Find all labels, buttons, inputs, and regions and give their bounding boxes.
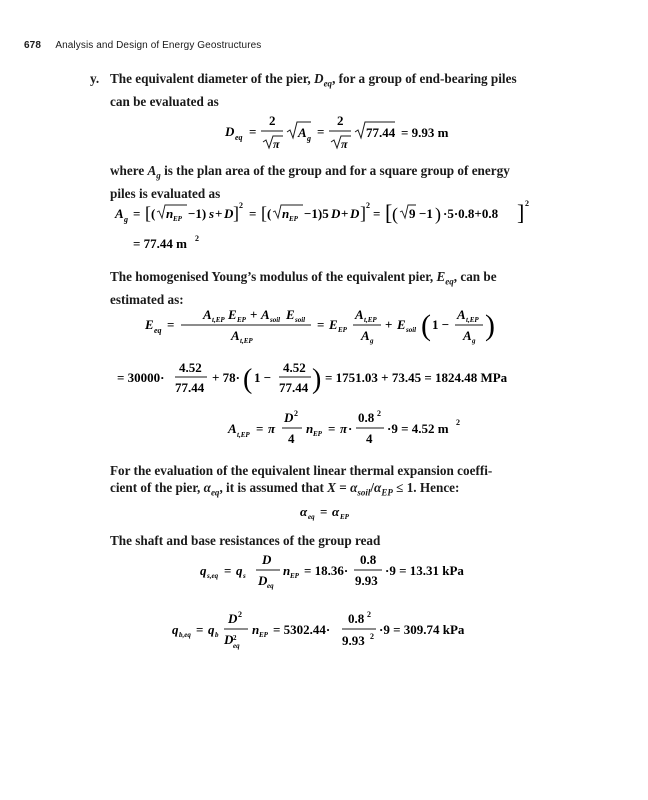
svg-text:+ 78·: + 78· <box>212 370 240 385</box>
svg-text:(: ( <box>243 364 253 395</box>
svg-text:soil: soil <box>406 326 417 334</box>
svg-text:g: g <box>472 337 476 345</box>
svg-text:π: π <box>268 421 276 436</box>
svg-text:A: A <box>115 206 124 221</box>
svg-text:s,eq: s,eq <box>207 572 219 580</box>
svg-text:2: 2 <box>195 234 199 243</box>
svg-text:4: 4 <box>366 431 373 446</box>
svg-text:+: + <box>385 317 393 332</box>
svg-text:−1: −1 <box>419 206 433 221</box>
svg-text:A: A <box>361 328 370 343</box>
svg-text:·9 = 4.52 m: ·9 = 4.52 m <box>387 421 449 436</box>
svg-text:n: n <box>283 563 291 578</box>
svg-text:+: + <box>215 206 223 221</box>
svg-text:77.44: 77.44 <box>175 380 205 395</box>
svg-text:77.44: 77.44 <box>279 380 309 395</box>
svg-text:=: = <box>317 317 325 332</box>
svg-text:EP: EP <box>340 513 349 521</box>
svg-text:·9 = 13.31 kPa: ·9 = 13.31 kPa <box>385 563 464 578</box>
svg-text:D: D <box>225 124 235 139</box>
svg-text:[: [ <box>145 203 151 223</box>
svg-text:EP: EP <box>289 215 298 223</box>
svg-text:D: D <box>228 611 238 626</box>
svg-text:E: E <box>397 317 406 332</box>
svg-text:]: ] <box>517 200 525 225</box>
svg-text:π: π <box>341 137 348 151</box>
svg-text:eq: eq <box>235 133 243 142</box>
svg-text:t,EP: t,EP <box>364 316 377 324</box>
svg-text:0.8: 0.8 <box>348 611 365 626</box>
svg-text:EP: EP <box>338 326 347 334</box>
svg-text:EP: EP <box>290 572 299 580</box>
svg-text:(: ( <box>151 206 156 221</box>
equation-atep <box>228 410 468 456</box>
svg-text:n: n <box>282 206 290 221</box>
svg-text:2: 2 <box>239 201 243 210</box>
equation-ag-result <box>133 234 253 258</box>
svg-text:eq: eq <box>154 326 162 335</box>
svg-text:+: + <box>250 307 258 322</box>
svg-text:9.93: 9.93 <box>355 573 378 588</box>
svg-text:n: n <box>306 421 314 436</box>
svg-text:D: D <box>350 206 360 221</box>
running-header <box>24 40 261 51</box>
svg-text:=: = <box>249 124 257 139</box>
svg-text:n: n <box>166 206 174 221</box>
svg-text:=: = <box>224 563 232 578</box>
svg-text:q: q <box>200 563 207 578</box>
svg-text:D: D <box>262 552 272 567</box>
svg-text:α: α <box>332 504 340 519</box>
svg-text:=: = <box>328 421 336 436</box>
svg-text:g: g <box>124 215 128 224</box>
paragraph-resistances: The shaft and base resistances of the group read <box>110 533 381 548</box>
svg-text:): ) <box>312 364 322 395</box>
svg-text:s: s <box>209 206 215 221</box>
svg-text:b: b <box>215 631 219 639</box>
svg-text:EP: EP <box>313 430 322 438</box>
svg-text:77.44: 77.44 <box>366 125 396 140</box>
svg-text:2: 2 <box>370 632 374 641</box>
paragraph-thermal-expansion: For the evaluation of the equivalent linear thermal expansion coeffi- cient of the pier, $\alpha_{eq}$, it is assumed that $X = \alpha_{soil}/\alpha_{EP} \le 1$. Hence: <box>110 463 493 498</box>
svg-text:2: 2 <box>377 409 381 418</box>
svg-text:EP: EP <box>259 631 268 639</box>
svg-text:A: A <box>298 125 307 140</box>
svg-text:2: 2 <box>367 610 371 619</box>
svg-text:A: A <box>203 307 212 322</box>
svg-text:): ) <box>435 204 441 224</box>
svg-text:= 30000·: = 30000· <box>117 370 165 385</box>
equation-eeq-numeric <box>117 360 547 404</box>
svg-text:=: = <box>256 421 264 436</box>
svg-text:E: E <box>145 317 154 332</box>
svg-text:g: g <box>370 337 374 345</box>
svg-text:9: 9 <box>409 206 416 221</box>
svg-text:EP: EP <box>237 316 246 324</box>
svg-text:A: A <box>231 328 240 343</box>
svg-text:2: 2 <box>233 634 237 642</box>
svg-text:=: = <box>320 504 328 519</box>
svg-text:2: 2 <box>525 199 529 208</box>
svg-text:·5·0.8+0.8: ·5·0.8+0.8 <box>443 206 499 221</box>
svg-text:= 18.36·: = 18.36· <box>304 563 349 578</box>
svg-text:A: A <box>463 328 472 343</box>
svg-text:]: ] <box>360 203 366 223</box>
svg-text:α: α <box>300 504 308 519</box>
svg-text:2: 2 <box>238 610 242 619</box>
svg-text:[: [ <box>261 203 267 223</box>
equation-alpha <box>300 502 380 526</box>
svg-text:4.52: 4.52 <box>283 360 306 375</box>
svg-text:4.52: 4.52 <box>179 360 202 375</box>
svg-text:=: = <box>373 206 381 221</box>
svg-text:−1): −1) <box>188 206 207 221</box>
svg-text:= 5302.44·: = 5302.44· <box>273 622 331 637</box>
paragraph-plan-area: where $A_g$ is the plan area of the group and for a square group of energy piles is evaluated as <box>110 163 510 201</box>
svg-text:t,EP: t,EP <box>240 337 253 345</box>
equation-qs <box>200 552 480 598</box>
svg-text:q: q <box>208 622 215 637</box>
svg-text:D: D <box>258 573 268 588</box>
svg-text:A: A <box>457 307 466 322</box>
svg-text:=: = <box>167 317 175 332</box>
svg-text:=: = <box>196 622 204 637</box>
svg-text:π: π <box>273 137 280 151</box>
svg-text:·: · <box>348 421 353 436</box>
svg-text:s: s <box>243 572 246 580</box>
svg-text:1 −: 1 − <box>432 317 450 332</box>
paragraph-equivalent-diameter: y. The equivalent diameter of the pier, $D_{eq}$, for a group of end-bearing piles can be evaluated as <box>90 71 517 109</box>
svg-text:2: 2 <box>337 113 344 128</box>
running-title: Analysis and Design of Energy Geostructures <box>55 40 262 51</box>
svg-text:1 −: 1 − <box>254 370 272 385</box>
svg-text:eq: eq <box>233 642 240 650</box>
svg-text:E: E <box>286 307 295 322</box>
equation-eeq-definition <box>145 306 515 354</box>
svg-text:D: D <box>331 206 341 221</box>
item-label: y. <box>90 71 100 86</box>
svg-text:q: q <box>236 563 243 578</box>
svg-text:0.8: 0.8 <box>358 410 375 425</box>
equation-deq <box>225 112 465 158</box>
svg-text:A: A <box>228 421 237 436</box>
svg-text:(: ( <box>421 309 431 342</box>
svg-text:(: ( <box>267 206 272 221</box>
svg-text:−1)5: −1)5 <box>304 206 329 221</box>
svg-text:= 77.44 m: = 77.44 m <box>133 236 187 251</box>
svg-text:t,EP: t,EP <box>237 431 250 439</box>
svg-text:q: q <box>172 622 179 637</box>
svg-text:4: 4 <box>288 431 295 446</box>
svg-text:t,EP: t,EP <box>212 316 225 324</box>
svg-text:+: + <box>341 206 349 221</box>
svg-text:t,EP: t,EP <box>466 316 479 324</box>
svg-text:·9 = 309.74 kPa: ·9 = 309.74 kPa <box>379 622 465 637</box>
svg-text:= 1751.03 + 73.45 = 1824.48 MP: = 1751.03 + 73.45 = 1824.48 MPa <box>325 370 508 385</box>
svg-text:= 9.93 m: = 9.93 m <box>401 125 449 140</box>
svg-text:9.93: 9.93 <box>342 633 365 648</box>
svg-text:soil: soil <box>295 316 306 324</box>
svg-text:D: D <box>224 632 234 647</box>
svg-text:=: = <box>249 206 257 221</box>
svg-text:π: π <box>340 421 348 436</box>
equation-qb <box>172 610 492 658</box>
svg-text:[: [ <box>385 200 393 225</box>
svg-text:0.8: 0.8 <box>360 552 377 567</box>
paragraph-youngs-modulus: The homogenised Young’s modulus of the equivalent pier, $E_{eq}$, can be estimated as: <box>110 269 497 307</box>
svg-text:g: g <box>307 134 311 143</box>
svg-text:2: 2 <box>366 201 370 210</box>
equation-ag <box>115 198 555 236</box>
svg-text:D: D <box>224 206 234 221</box>
svg-text:A: A <box>261 307 270 322</box>
svg-text:E: E <box>228 307 237 322</box>
svg-text:=: = <box>317 124 325 139</box>
svg-text:(: ( <box>392 204 398 224</box>
svg-text:2: 2 <box>269 113 276 128</box>
svg-text:]: ] <box>233 203 239 223</box>
svg-text:A: A <box>355 307 364 322</box>
svg-text:n: n <box>252 622 260 637</box>
svg-text:): ) <box>485 309 495 342</box>
page-number: 678 <box>24 40 41 51</box>
svg-text:2: 2 <box>456 418 460 427</box>
svg-text:EP: EP <box>173 215 182 223</box>
svg-text:=: = <box>133 206 141 221</box>
svg-text:eq: eq <box>267 582 274 590</box>
svg-text:2: 2 <box>294 409 298 418</box>
svg-text:soil: soil <box>270 316 281 324</box>
svg-text:b,eq: b,eq <box>179 631 191 639</box>
svg-text:E: E <box>329 317 338 332</box>
svg-text:eq: eq <box>308 513 315 521</box>
svg-text:D: D <box>284 410 294 425</box>
